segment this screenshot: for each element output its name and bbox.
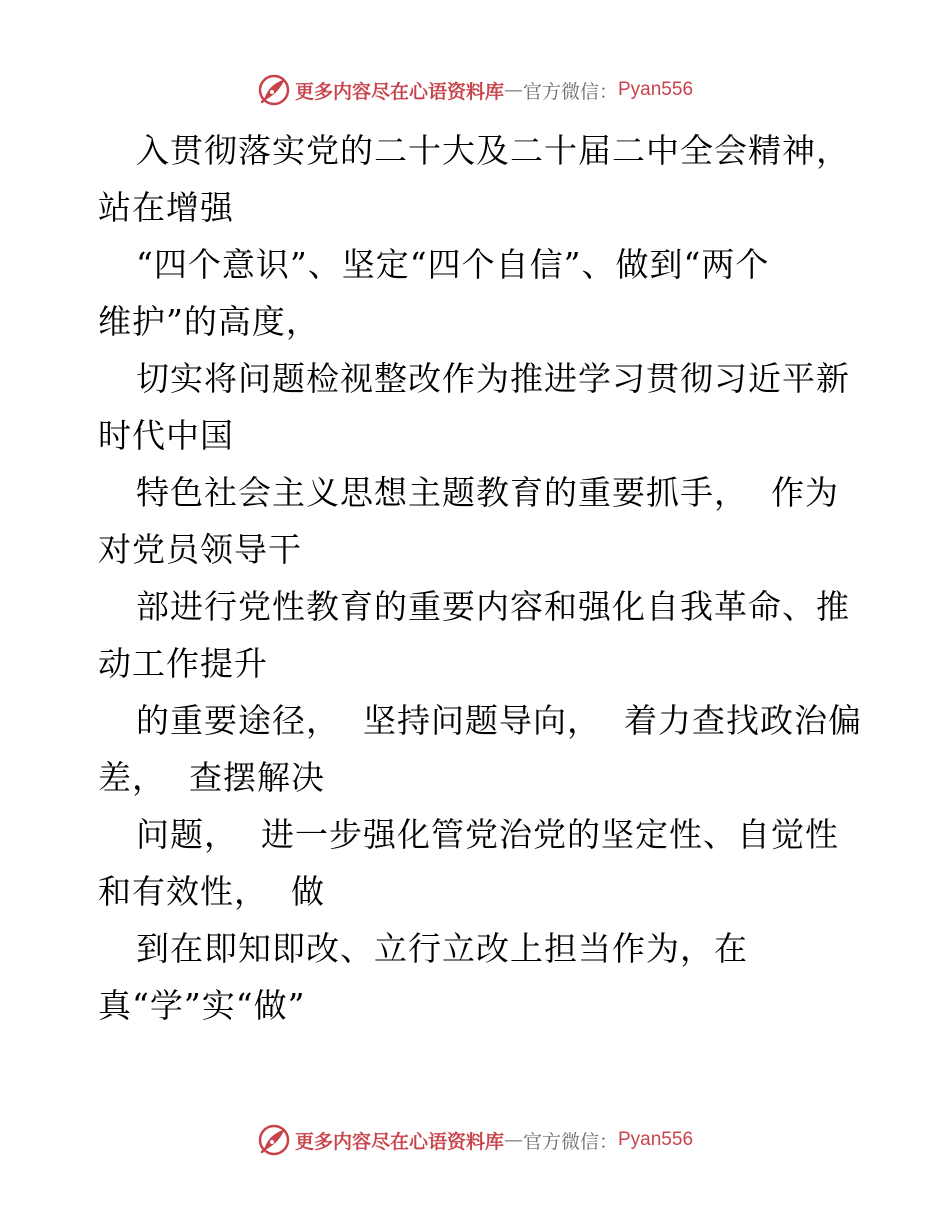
body-line: 站在增强 — [98, 188, 234, 227]
banner-dash: — — [503, 79, 523, 101]
banner-wechat-label: 官方微信： — [522, 80, 618, 103]
body-line: 差， 查摆解决 — [98, 758, 325, 797]
document-body — [98, 122, 862, 1034]
body-line: 对党员领导干 — [98, 530, 302, 569]
banner-dash: — — [503, 1129, 523, 1151]
pen-nib-logo-icon — [257, 1123, 291, 1157]
body-line: 到在即知即改、立行立改上担当作为，在 — [136, 929, 748, 968]
body-line: 时代中国 — [98, 416, 234, 455]
banner-site-name: 更多内容尽在心语资料库 — [294, 1130, 504, 1153]
body-line: 问题， 进一步强化管党治党的坚定性、自觉性 — [136, 815, 839, 854]
body-line: 真“学”实“做” — [98, 986, 306, 1025]
banner-wechat-label: 官方微信： — [522, 1130, 618, 1153]
body-line: 维护”的高度， — [98, 302, 320, 341]
banner-text — [295, 1127, 693, 1154]
body-line: 部进行党性教育的重要内容和强化自我革命、推 — [136, 587, 850, 626]
banner-wechat-id: Pyan556 — [618, 1129, 694, 1150]
body-line: 入贯彻落实党的二十大及二十届二中全会精神， — [136, 131, 850, 170]
body-line: 切实将问题检视整改作为推进学习贯彻习近平新 — [136, 359, 850, 398]
body-line: “四个意识”、坚定“四个自信”、做到“两个 — [136, 245, 770, 284]
banner-wechat-id: Pyan556 — [618, 79, 694, 100]
pen-nib-logo-icon — [257, 73, 291, 107]
body-line: 的重要途径， 坚持问题导向， 着力查找政治偏 — [136, 701, 862, 740]
body-line: 动工作提升 — [98, 644, 268, 683]
page-footer-banner — [0, 1120, 950, 1160]
banner-site-name: 更多内容尽在心语资料库 — [294, 80, 504, 103]
banner-text — [295, 77, 693, 104]
body-line: 特色社会主义思想主题教育的重要抓手， 作为 — [136, 473, 839, 512]
body-line: 和有效性， 做 — [98, 872, 325, 911]
page-header-banner — [0, 70, 950, 110]
